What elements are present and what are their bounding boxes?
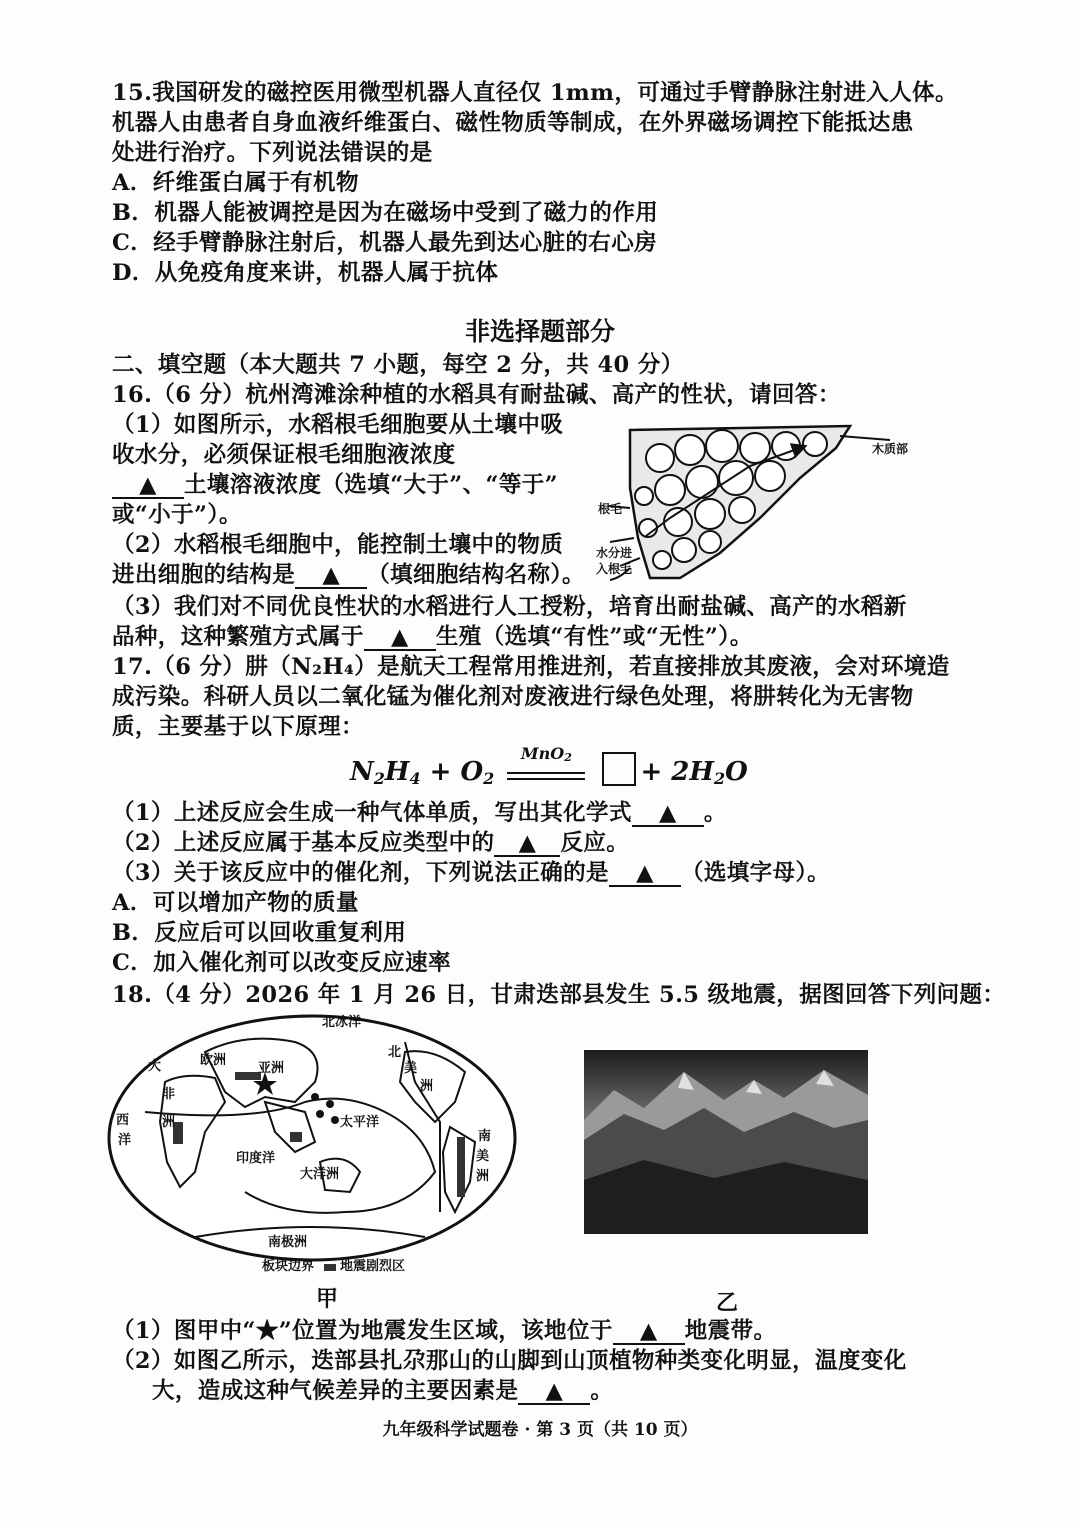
- q15-option-b: B．机器人能被调控是因为在磁场中受到了磁力的作用: [112, 200, 659, 226]
- label-indian-ocean: 印度洋: [236, 1151, 276, 1166]
- q16-part3-line2-tail: 生殖（选填“有性”或“无性”）。: [435, 624, 753, 650]
- q17-part1-tail: 。: [703, 800, 727, 826]
- q15-option-c: C．经手臂静脉注射后，机器人最先到达心脏的右心房: [112, 230, 658, 256]
- q16-part1-line3: [112, 470, 558, 500]
- legend-earthquake-zone: 地震剧烈区: [340, 1259, 406, 1274]
- q18-part2-line2-text: 大，造成这种气候差异的主要因素是: [152, 1378, 519, 1404]
- q16-part1-line4: 或“小于”）。: [112, 502, 242, 528]
- q17-option-c: C．加入催化剂可以改变反应速率: [112, 950, 451, 976]
- q16-part2-line1: （2）水稻根毛细胞中，能控制土壤中的物质: [112, 532, 564, 558]
- label-north-america-3: 洲: [420, 1079, 434, 1094]
- label-africa-1: 非: [162, 1087, 176, 1102]
- q16-part3-line2-text: 品种，这种繁殖方式属于: [112, 624, 364, 650]
- label-south-america-3: 洲: [476, 1169, 490, 1184]
- figure-label-yi: 乙: [716, 1290, 739, 1316]
- q17-part2-text: （2）上述反应属于基本反应类型中的: [112, 830, 495, 856]
- q17-part1: [112, 798, 727, 828]
- label-north-america-2: 美: [404, 1061, 418, 1076]
- q16-part2-line2-text: 进出细胞的结构是: [112, 562, 296, 588]
- label-europe: 欧洲: [200, 1053, 227, 1068]
- label-asia: 亚洲: [258, 1061, 285, 1076]
- q17-line2: 成污染。科研人员以二氧化锰为催化剂对废液进行绿色处理，将肼转化为无害物: [112, 684, 914, 710]
- answer-blank[interactable]: ▲: [112, 473, 184, 499]
- label-oceania: 大洋洲: [300, 1167, 340, 1182]
- answer-blank[interactable]: ▲: [609, 861, 681, 887]
- answer-blank[interactable]: ▲: [295, 563, 367, 589]
- q16-part3-line2: [112, 622, 753, 652]
- q18-part1-tail: 地震带。: [684, 1318, 777, 1344]
- q15-line3: 处进行治疗。下列说法错误的是: [112, 140, 433, 166]
- q17-option-b: B．反应后可以回收重复利用: [112, 920, 407, 946]
- label-atlantic-3: 洋: [118, 1133, 132, 1148]
- q16-part1-line1: （1）如图所示，水稻根毛细胞要从土壤中吸: [112, 412, 564, 438]
- q18-intro: 18.（4 分）2026 年 1 月 26 日，甘肃迭部县发生 5.5 级地震，据图回答下列问题：: [112, 982, 1006, 1008]
- q16-part1-line2: 收水分，必须保证根毛细胞液浓度: [112, 442, 456, 468]
- answer-blank[interactable]: ▲: [632, 801, 704, 827]
- q17-part2: [112, 828, 629, 858]
- q18-part2-line1: （2）如图乙所示，迭部县扎尕那山的山脚到山顶植物种类变化明显，温度变化: [112, 1348, 907, 1374]
- label-south-america-2: 美: [476, 1149, 490, 1164]
- section-heading: 二、填空题（本大题共 7 小题，每空 2 分，共 40 分）: [112, 352, 684, 378]
- label-antarctica: 南极洲: [268, 1235, 308, 1250]
- mountain-photo: [584, 1050, 868, 1234]
- q18-part2-line2-tail: 。: [590, 1378, 614, 1404]
- label-xylem: 木质部: [872, 442, 909, 456]
- label-water-in-1: 水分进: [596, 546, 633, 560]
- section-title: 非选择题部分: [464, 317, 615, 346]
- q16-part1-line3-text: 土壤溶液浓度（选填“大于”、“等于”: [184, 472, 558, 498]
- q17-part3: [112, 858, 830, 888]
- q17-line3: 质，主要基于以下原理：: [112, 714, 364, 740]
- q17-part3-tail: （选填字母）。: [680, 860, 831, 886]
- q15-option-d: D．从免疫角度来讲，机器人属于抗体: [112, 260, 499, 286]
- world-plate-map: [105, 1012, 520, 1264]
- q15-option-a: A．纤维蛋白属于有机物: [112, 170, 359, 196]
- answer-blank[interactable]: ▲: [364, 625, 436, 651]
- q17-option-a: A．可以增加产物的质量: [112, 890, 359, 916]
- q17-line1: 17.（6 分）肼（N₂H₄）是航天工程常用推进剂，若直接排放其废液，会对环境造: [112, 654, 950, 680]
- legend-quake-swatch: [324, 1264, 336, 1271]
- figure-label-jia: 甲: [316, 1286, 339, 1312]
- label-arctic-ocean: 北冰洋: [322, 1015, 362, 1030]
- answer-blank[interactable]: ▲: [613, 1319, 685, 1345]
- q18-part2-line2: [152, 1376, 613, 1406]
- catalyst-condition: MnO$_2$: [507, 758, 585, 780]
- label-south-america-1: 南: [478, 1129, 492, 1144]
- label-africa-2: 洲: [162, 1115, 176, 1130]
- label-water-in-2: 入根毛: [596, 562, 633, 576]
- label-atlantic-2: 西: [116, 1113, 130, 1128]
- q15-line1: 15.我国研发的磁控医用微型机器人直径仅 1mm，可通过手臂静脉注射进入人体。: [112, 80, 958, 106]
- legend-plate-boundary: 板块边界: [262, 1259, 315, 1274]
- q18-part1-text: （1）图甲中“★”位置为地震发生区域，该地位于: [112, 1318, 613, 1344]
- product-box[interactable]: [602, 752, 636, 786]
- q18-part1: [112, 1316, 776, 1346]
- answer-blank[interactable]: ▲: [518, 1379, 590, 1405]
- label-root-hair: 根毛: [598, 502, 623, 516]
- q17-part1-text: （1）上述反应会生成一种气体单质，写出其化学式: [112, 800, 632, 826]
- q15-line2: 机器人由患者自身血液纤维蛋白、磁性物质等制成，在外界磁场调控下能抵达患: [112, 110, 914, 136]
- q16-part2-line2-tail: （填细胞结构名称）。: [367, 562, 585, 588]
- q16-part3-line1: （3）我们对不同优良性状的水稻进行人工授粉，培育出耐盐碱、高产的水稻新: [112, 594, 907, 620]
- q16-intro: 16.（6 分）杭州湾滩涂种植的水稻具有耐盐碱、高产的性状，请回答：: [112, 382, 841, 408]
- q17-part3-text: （3）关于该反应中的催化剂，下列说法正确的是: [112, 860, 609, 886]
- label-atlantic-1: 大: [148, 1059, 162, 1074]
- q16-part2-line2: [112, 560, 585, 590]
- reaction-equation: $N_2H_4 + O_2$ MnO$_2$ + $2H_2O$: [350, 744, 748, 788]
- answer-blank[interactable]: ▲: [494, 831, 560, 857]
- label-pacific: 太平洋: [340, 1115, 380, 1130]
- q17-part2-tail: 反应。: [560, 830, 630, 856]
- page-footer: 九年级科学试题卷 · 第 3 页（共 10 页）: [382, 1420, 698, 1440]
- label-north-america-1: 北: [388, 1045, 402, 1060]
